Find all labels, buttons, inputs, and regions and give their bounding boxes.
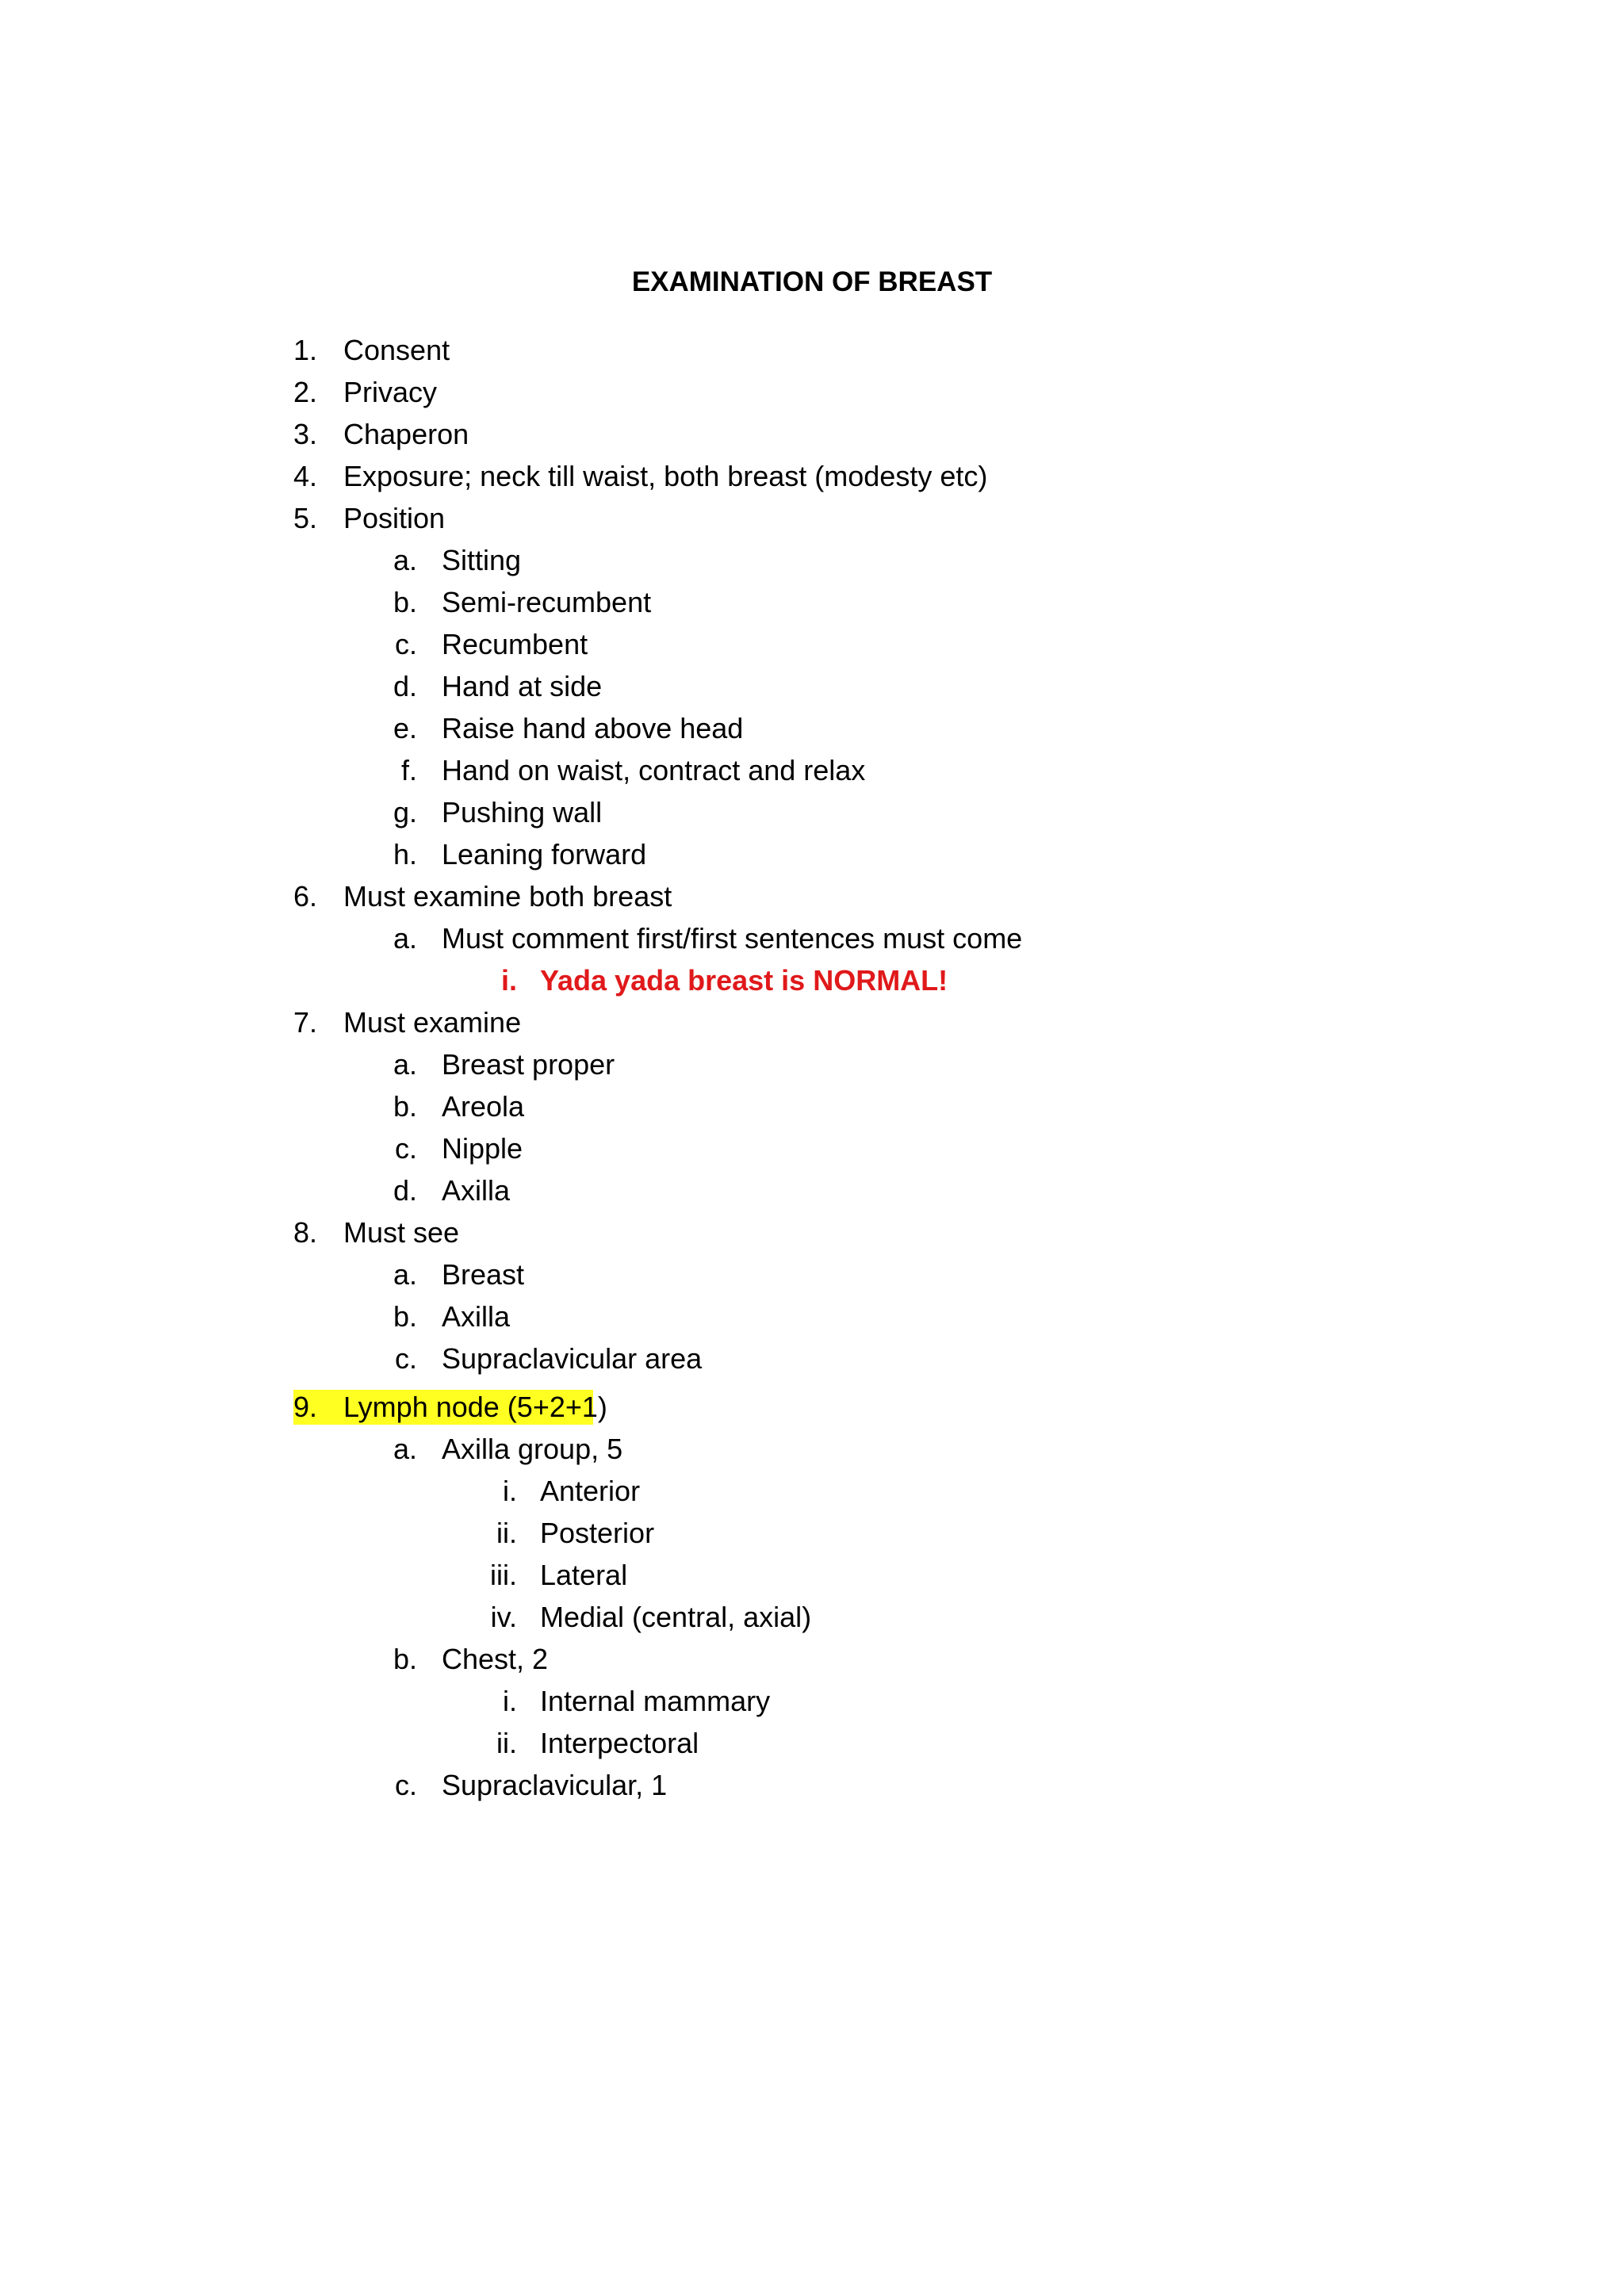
list-marker: b. [393,1643,417,1675]
list-marker: d. [393,670,417,702]
list-item-text: Consent [343,334,450,366]
list-item-text: Breast [442,1258,525,1291]
list-marker: ii. [496,1727,517,1759]
list-marker: a. [393,1258,417,1291]
list-item-text: Privacy [343,376,438,408]
list-marker: c. [394,1132,417,1165]
list-marker: g. [393,796,417,828]
list-item-text: Position [343,502,446,534]
list-marker: c. [394,628,417,660]
list-item-text: Axilla group, 5 [442,1433,623,1465]
list-item-text: Semi-recumbent [442,586,652,618]
list-item-text: Must comment first/first sentences must come [442,922,1023,955]
list-item-text: Recumbent [442,628,588,660]
list-marker: 5. [293,502,318,534]
list-item-text: Lymph node (5+2+1) [343,1391,607,1423]
list-marker: c. [394,1342,417,1375]
list-item-text: Sitting [442,544,522,576]
list-marker: i. [503,1685,517,1717]
list-item-text: Anterior [540,1475,641,1507]
list-item-text: Raise hand above head [442,712,744,744]
list-marker: ii. [496,1517,517,1549]
list-item-text: Supraclavicular, 1 [442,1769,668,1801]
list-marker: iv. [490,1601,517,1633]
list-marker: a. [393,1433,417,1465]
list-item-text: Areola [442,1090,525,1123]
list-item-text: Exposure; neck till waist, both breast (modesty etc) [343,460,988,492]
list-item-text: Posterior [540,1517,655,1549]
list-marker: b. [393,1090,417,1123]
list-marker: 2. [293,376,318,408]
list-item-text: Interpectoral [540,1727,699,1759]
list-item-text: Must see [343,1216,460,1249]
list-marker: a. [393,544,417,576]
list-item-text: Breast proper [442,1048,615,1081]
page-title: EXAMINATION OF BREAST [631,266,993,297]
list-marker: d. [393,1174,417,1207]
list-item-text: Leaning forward [442,838,647,871]
list-marker: 4. [293,460,318,492]
list-item-text: Axilla [442,1174,511,1207]
list-marker: 7. [293,1006,318,1039]
list-item-text: Lateral [540,1559,628,1591]
list-marker: i. [500,964,517,997]
list-marker: h. [393,838,417,871]
list-marker: 8. [293,1216,318,1249]
list-item-text: Hand at side [442,670,603,702]
list-marker: c. [394,1769,417,1801]
list-marker: iii. [490,1559,517,1591]
list-marker: 3. [293,418,318,450]
list-marker: b. [393,586,417,618]
list-item-text: Chaperon [343,418,469,450]
list-marker: a. [393,1048,417,1081]
list-item-text: Nipple [442,1132,523,1165]
list-item-text: Chest, 2 [442,1643,549,1675]
list-marker: 6. [293,880,318,913]
list-item-text: Axilla [442,1300,511,1333]
list-marker: f. [400,754,417,786]
list-marker: e. [393,712,417,744]
list-item-text: Internal mammary [540,1685,771,1717]
list-item-text: Yada yada breast is NORMAL! [540,964,948,997]
list-marker: 1. [293,334,318,366]
list-marker: a. [393,922,417,955]
list-item-text: Pushing wall [442,796,603,828]
list-item-text: Must examine both breast [343,880,672,913]
list-marker: i. [503,1475,517,1507]
list-marker: 9. [293,1391,318,1423]
list-marker: b. [393,1300,417,1333]
list-item-text: Must examine [343,1006,522,1039]
list-item-text: Hand on waist, contract and relax [442,754,866,786]
list-item-text: Supraclavicular area [442,1342,703,1375]
list-item-text: Medial (central, axial) [540,1601,812,1633]
